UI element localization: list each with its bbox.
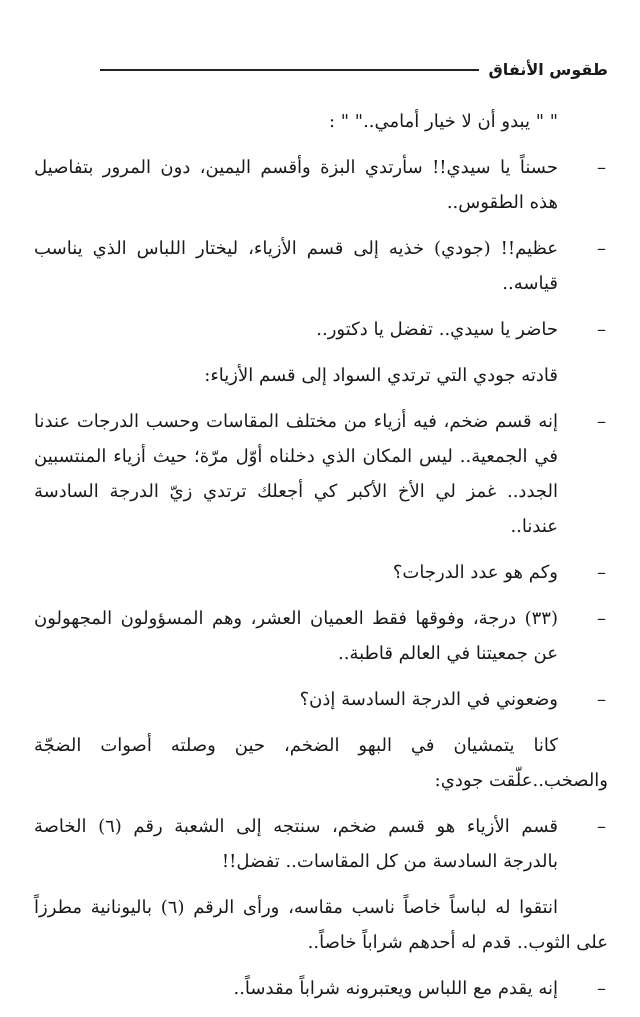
paragraph-text: (٣٣) درجة، وفوقها فقط العميان العشر، وهم المسؤولون المجهولون عن جمعيتنا في العالم قاطبة..	[34, 608, 558, 664]
paragraph-text: قادته جودي التي ترتدي السواد إلى قسم الأزياء:	[204, 365, 558, 386]
chapter-title: طقوس الأنفاق	[488, 60, 608, 79]
dialogue-dash: –	[597, 562, 606, 583]
paragraph-text: وكم هو عدد الدرجات؟	[392, 562, 558, 583]
dialogue-dash: –	[597, 608, 606, 629]
paragraph-text: حاضر يا سيدي.. تفضل يا دكتور..	[316, 319, 558, 340]
dialogue-paragraph	[34, 971, 608, 1006]
dialogue-paragraph	[34, 555, 608, 590]
narration-paragraph	[34, 728, 608, 798]
narration-paragraph	[34, 358, 608, 393]
dialogue-paragraph	[34, 601, 608, 671]
paragraph-text: " " يبدو أن لا خيار أمامي.." " :	[329, 111, 558, 132]
header-rule	[100, 69, 479, 71]
paragraph-text: حسناً يا سيدي!! سأرتدي البزة وأقسم اليمين، دون المرور بتفاصيل هذه الطقوس..	[34, 157, 558, 213]
dialogue-dash: –	[597, 411, 606, 432]
dialogue-paragraph	[34, 231, 608, 301]
narration-paragraph	[34, 104, 608, 139]
dialogue-dash: –	[597, 689, 606, 710]
dialogue-dash: –	[597, 238, 606, 259]
dialogue-paragraph	[34, 312, 608, 347]
dialogue-paragraph	[34, 809, 608, 879]
paragraph-text: إنه يقدم مع اللباس ويعتبرونه شراباً مقدساً..	[233, 978, 558, 999]
body-text	[34, 104, 608, 1017]
paragraph-text: إنه قسم ضخم، فيه أزياء من مختلف المقاسات وحسب الدرجات عندنا في الجمعية.. ليس المكان الذي دخلناه أوّل مرّة؛ حيث أزياء المنتسبين الجدد.. غمز لي الأخ الأكبر كي أجعلك ترتدي زيّ الدرجة السادسة عندنا..	[34, 411, 558, 537]
paragraph-text: وضعوني في الدرجة السادسة إذن؟	[299, 689, 558, 710]
paragraph-text: عظيم!! (جودي) خذيه إلى قسم الأزياء، ليختار اللباس الذي يناسب قياسه..	[34, 238, 558, 294]
dialogue-paragraph	[34, 150, 608, 220]
narration-paragraph	[34, 890, 608, 960]
dialogue-dash: –	[597, 319, 606, 340]
dialogue-dash: –	[597, 157, 606, 178]
paragraph-text: انتقوا له لباساً خاصاً ناسب مقاسه، ورأى الرقم (٦) باليونانية مطرزاً على الثوب.. قدم له أحدهم شراباً خاصاً..	[34, 897, 608, 953]
paragraph-text: كانا يتمشيان في البهو الضخم، حين وصلته أصوات الضجّة والصخب..علّقت جودي:	[34, 735, 608, 791]
dialogue-dash: –	[597, 978, 606, 999]
dialogue-dash: –	[597, 816, 606, 837]
paragraph-text: قسم الأزياء هو قسم ضخم، سنتجه إلى الشعبة رقم (٦) الخاصة بالدرجة السادسة من كل المقاسات.. تفضل!!	[34, 816, 558, 872]
running-header	[100, 60, 608, 79]
dialogue-paragraph	[34, 682, 608, 717]
dialogue-paragraph	[34, 404, 608, 544]
